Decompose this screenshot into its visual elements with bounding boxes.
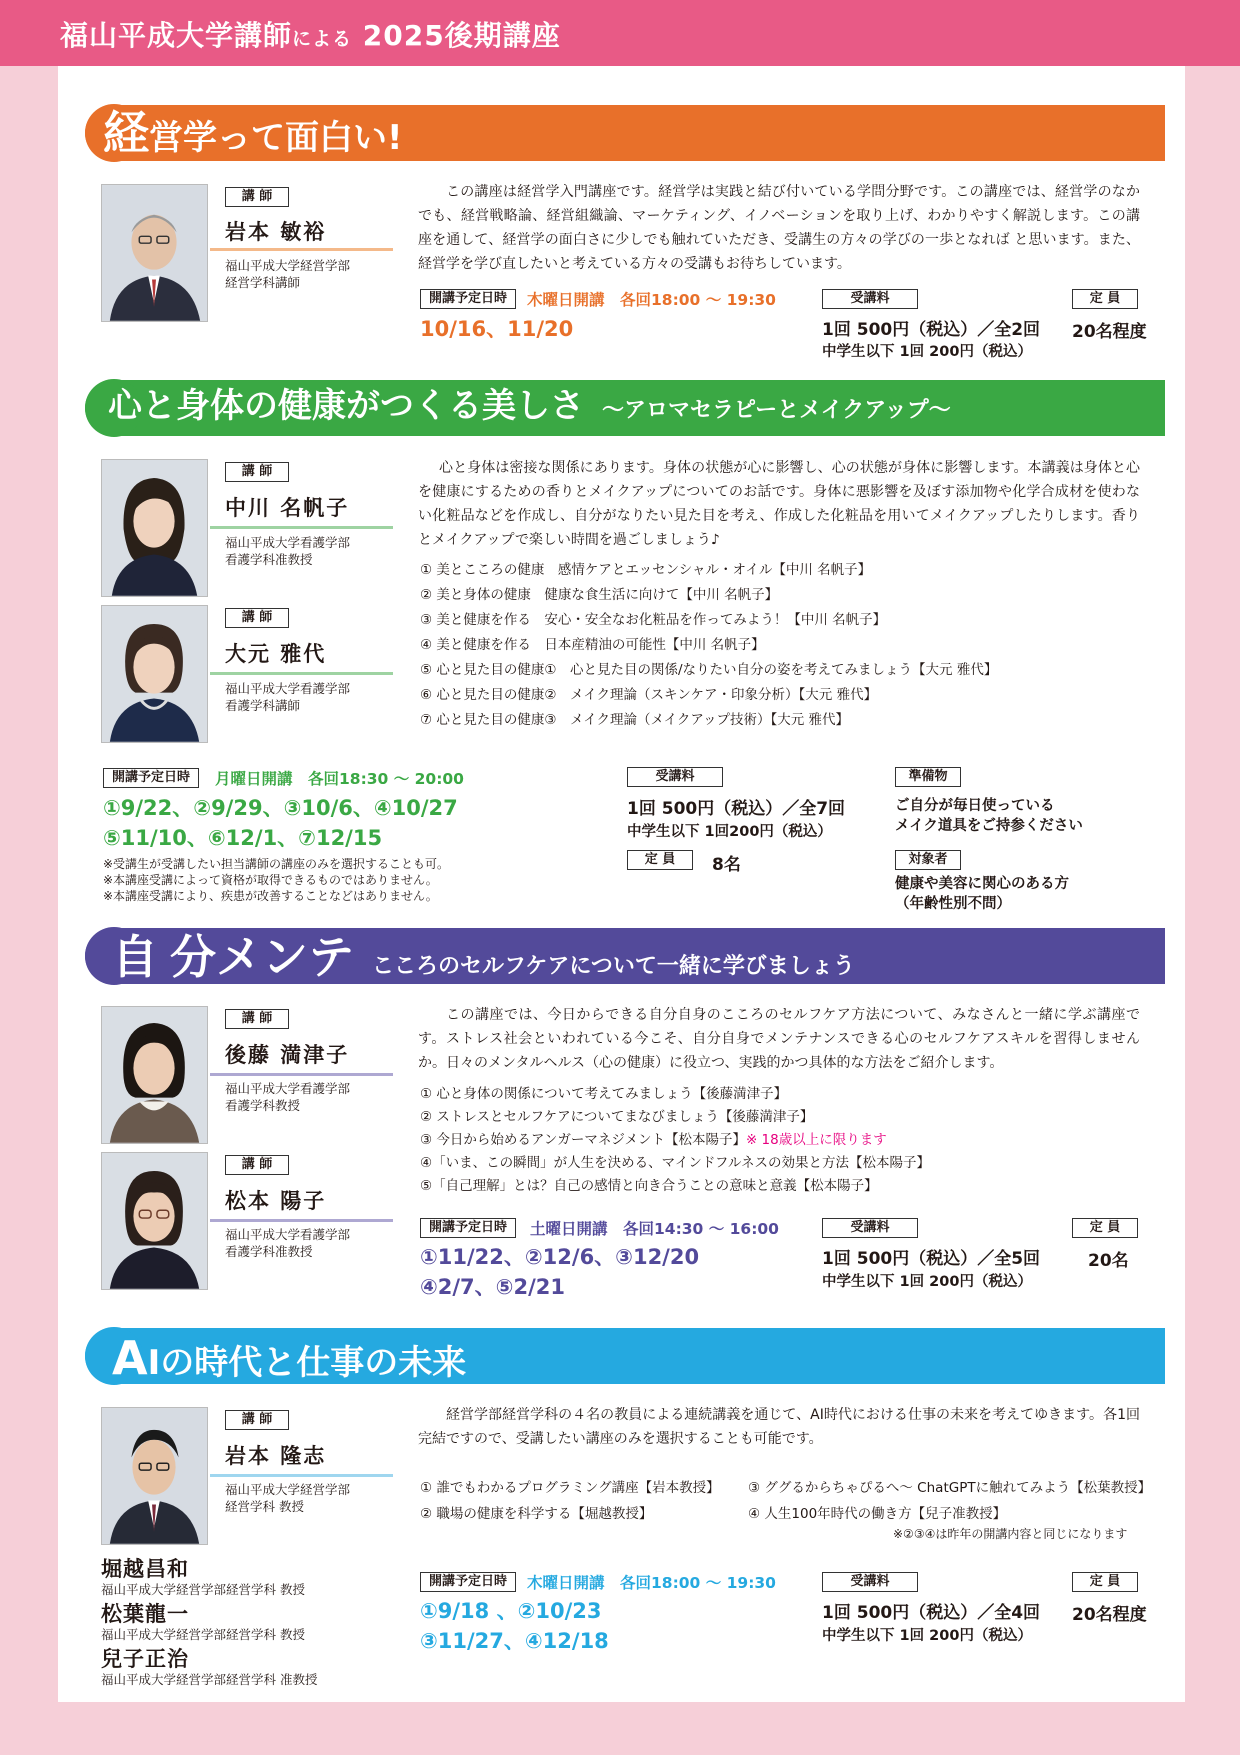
course4-topic-list-right <box>748 1475 1151 1527</box>
teacher-photo-omoto <box>101 605 208 743</box>
course1-fee-junior: 中学生以下 1回 200円（税込） <box>822 344 1032 360</box>
prep-label: 準備物 <box>895 767 961 787</box>
topic-item: ② 美と身体の健康 健康な食生活に向けて【中川 名帆子】 <box>420 587 779 603</box>
course3-dates: ①11/22、②12/6、③12/20 ④2/7、⑤2/21 <box>420 1245 700 1299</box>
course2-fee: 1回 500円（税込）／全7回 <box>627 799 846 819</box>
topic-item: ① 美とこころの健康 感情ケアとエッセンシャル・オイル【中川 名帆子】 <box>420 562 872 578</box>
age-note: ※ 18歳以上に限ります <box>745 1132 887 1148</box>
teacher-affiliation: 福山平成大学看護学部 看護学科准教授 <box>225 535 351 567</box>
course2-schedule: 月曜日開講 各回18:30 〜 20:00 <box>215 770 464 788</box>
course2-target: 健康や美容に関心のある方 （年齢性別不問） <box>895 876 1069 912</box>
teacher-name: 松本 陽子 <box>225 1189 327 1213</box>
course3-title: 自 分メンテ こころのセルフケアについて一緒に学びましょう <box>112 930 855 984</box>
course1-title: 経営学って面白い! <box>103 106 403 160</box>
teacher-name: 後藤 満津子 <box>225 1043 350 1067</box>
teacher-photo-nakagawa <box>101 459 208 597</box>
teacher-affiliation: 福山平成大学看護学部 看護学科准教授 <box>225 1227 351 1259</box>
role-label: 講 師 <box>225 1410 289 1430</box>
topic-item: ① 心と身体の関係について考えてみましょう【後藤満津子】 <box>420 1086 788 1102</box>
teacher-underline <box>210 526 393 529</box>
teacher-affiliation: 福山平成大学看護学部 看護学科教授 <box>225 1081 351 1113</box>
topic-item: ③ 美と健康を作る 安心・安全なお化粧品を作ってみよう！【中川 名帆子】 <box>420 612 887 628</box>
teacher-affiliation: 福山平成大学経営学部経営学科 准教授 <box>101 1672 318 1687</box>
course4-topics-note: ※②③④は昨年の開講内容と同じになります <box>893 1527 1128 1541</box>
topic-item: ④ 美と健康を作る 日本産精油の可能性【中川 名帆子】 <box>420 637 765 653</box>
course2-prep: ご自分が毎日使っている メイク道具をご持参ください <box>895 798 1083 834</box>
role-label: 講 師 <box>225 462 289 482</box>
course3-fee-junior: 中学生以下 1回 200円（税込） <box>822 1274 1032 1290</box>
teacher-name: 堀越昌和 <box>101 1557 189 1581</box>
course2-notes: ※受講生が受講したい担当講師の講座のみを選択することも可。 ※本講座受講によって資格が取得できるものではありません。 ※本講座受講により、疾患が改善することなどはありません。 <box>103 857 450 903</box>
topic-item: ⑤「自己理解」とは？自己の感情と向き合うことの意味と意義【松本陽子】 <box>420 1178 878 1194</box>
capacity-label: 定 員 <box>1072 1218 1138 1238</box>
teacher-affiliation: 福山平成大学経営学部経営学科 教授 <box>101 1627 305 1642</box>
topic-item: ③ 今日から始めるアンガーマネジメント【松本陽子】※ 18歳以上に限ります <box>420 1132 887 1148</box>
target-label: 対象者 <box>895 850 961 870</box>
course4-dates: ①9/18 、②10/23 ③11/27、④12/18 <box>420 1599 609 1653</box>
course2-capacity: 8名 <box>712 855 741 875</box>
schedule-label: 開講予定日時 <box>420 1572 516 1592</box>
course1-dates: 10/16、11/20 <box>420 317 574 341</box>
course3-capacity: 20名 <box>1088 1251 1129 1271</box>
fee-label: 受講料 <box>627 767 723 787</box>
teacher-affiliation: 福山平成大学経営学部経営学科 教授 <box>101 1582 305 1597</box>
teacher-name: 岩本 敏裕 <box>225 220 327 244</box>
capacity-label: 定 員 <box>627 850 693 870</box>
course1-capacity: 20名程度 <box>1072 322 1147 342</box>
teacher-photo-goto <box>101 1006 208 1144</box>
teacher-photo-matsumoto <box>101 1152 208 1290</box>
course1-schedule: 木曜日開講 各回18:00 〜 19:30 <box>527 291 776 309</box>
fee-label: 受講料 <box>822 289 918 309</box>
course4-description: 経営学部経営学科の４名の教員による連続講義を通じて、AI時代における仕事の未来を考えてゆきます。各1回完結ですので、受講したい講座のみを選択することも可能です。 <box>418 1407 1140 1447</box>
topic-item: ① 誰でもわかるプログラミング講座【岩本教授】 <box>420 1480 720 1496</box>
course4-fee-junior: 中学生以下 1回 200円（税込） <box>822 1628 1032 1644</box>
fee-label: 受講料 <box>822 1572 918 1592</box>
course4-schedule: 木曜日開講 各回18:00 〜 19:30 <box>527 1574 776 1592</box>
course1-fee: 1回 500円（税込）／全2回 <box>822 320 1041 340</box>
topic-item: ② 職場の健康を科学する【堀越教授】 <box>420 1506 653 1522</box>
teacher-name: 大元 雅代 <box>225 642 327 666</box>
role-label: 講 師 <box>225 1155 289 1175</box>
topic-item: ⑤ 心と見た目の健康① 心と見た目の関係/なりたい自分の姿を考えてみましょう【大元 雅代】 <box>420 662 998 678</box>
course2-topic-list <box>420 558 997 733</box>
teacher-underline <box>210 1219 393 1222</box>
teacher-photo-iwamoto-takashi <box>101 1407 208 1545</box>
teacher-underline <box>210 1073 393 1076</box>
teacher-underline <box>210 1474 393 1477</box>
course3-topic-list <box>420 1083 930 1198</box>
course2-title: 心と身体の健康がつくる美しさ 〜アロマセラピーとメイクアップ〜 <box>108 386 951 426</box>
course3-fee: 1回 500円（税込）／全5回 <box>822 1249 1041 1269</box>
course1-description: この講座は経営学入門講座です。経営学は実践と結び付いている学問分野です。この講座では、経営学のなかでも、経営戦略論、経営組織論、マーケティング、イノベーションを取り上げ、わかりやすく解説します。この講座を通して、経営学の面白さに少しでも触れていただき、受講生の方々の学びの一歩となれば と思います。また、経営学を学び直したいと考えている方々の受講もお待ちしています。 <box>418 184 1140 272</box>
topic-item: ② ストレスとセルフケアについてまなびましょう【後藤満津子】 <box>420 1109 814 1125</box>
course4-fee: 1回 500円（税込）／全4回 <box>822 1603 1041 1623</box>
teacher-name: 兒子正治 <box>101 1647 189 1671</box>
topic-item: ⑦ 心と見た目の健康③ メイク理論（メイクアップ技術）【大元 雅代】 <box>420 712 850 728</box>
teacher-name: 中川 名帆子 <box>225 496 350 520</box>
teacher-affiliation: 福山平成大学看護学部 看護学科講師 <box>225 681 351 713</box>
capacity-label: 定 員 <box>1072 1572 1138 1592</box>
page-title: 福山平成大学講師による 2025後期講座 <box>60 19 561 52</box>
teacher-name: 岩本 隆志 <box>225 1444 327 1468</box>
role-label: 講 師 <box>225 187 289 207</box>
capacity-label: 定 員 <box>1072 289 1138 309</box>
course2-fee-junior: 中学生以下 1回200円（税込） <box>627 824 832 840</box>
schedule-label: 開講予定日時 <box>420 1218 516 1238</box>
topic-item: ⑥ 心と見た目の健康② メイク理論（スキンケア・印象分析）【大元 雅代】 <box>420 687 878 703</box>
course3-schedule: 土曜日開講 各回14:30 〜 16:00 <box>530 1220 779 1238</box>
schedule-label: 開講予定日時 <box>420 289 516 309</box>
role-label: 講 師 <box>225 1009 289 1029</box>
course4-topic-list-left <box>420 1475 720 1527</box>
course4-capacity: 20名程度 <box>1072 1605 1147 1625</box>
topic-item: ④「いま、この瞬間」が人生を決める、マインドフルネスの効果と方法【松本陽子】 <box>420 1155 930 1171</box>
teacher-name: 松葉龍一 <box>101 1602 189 1626</box>
course4-title: AIの時代と仕事の未来 <box>112 1331 467 1385</box>
course2-dates: ①9/22、②9/29、③10/6、④10/27 ⑤11/10、⑥12/1、⑦12/15 <box>103 796 458 850</box>
teacher-photo-iwamoto-toshihiro <box>101 184 208 322</box>
topic-item: ③ ググるからちゃぴるへ〜 ChatGPTに触れてみよう【松葉教授】 <box>748 1480 1152 1496</box>
schedule-label: 開講予定日時 <box>103 768 199 788</box>
role-label: 講 師 <box>225 608 289 628</box>
course3-description: この講座では、今日からできる自分自身のこころのセルフケア方法について、みなさんと一緒に学ぶ講座です。ストレス社会といわれている今こそ、自分自身でメンテナンスできる心のセルフケアスキルを習得しませんか。日々のメンタルヘルス（心の健康）に役立つ、実践的かつ具体的な方法をご紹介します。 <box>418 1007 1140 1071</box>
course4-other-teachers <box>101 1553 317 1688</box>
teacher-underline <box>210 672 393 675</box>
teacher-affiliation: 福山平成大学経営学部 経営学科 教授 <box>225 1482 351 1514</box>
topic-item: ④ 人生100年時代の働き方【兒子准教授】 <box>748 1506 1007 1522</box>
teacher-underline <box>210 248 393 251</box>
teacher-affiliation: 福山平成大学経営学部 経営学科講師 <box>225 258 351 290</box>
course2-description: 心と身体は密接な関係にあります。身体の状態が心に影響し、心の状態が身体に影響します。本講義は身体と心を健康にするための香りとメイクアップについてのお話です。身体に悪影響を及ぼす添加物や化学合成材を使わない化粧品などを作成し、自分がなりたい見た目を考え、作成した化粧品を用いてメイクアップしたりします。香りとメイクアップで楽しい時間を過ごしましょう♪ <box>418 460 1140 548</box>
fee-label: 受講料 <box>822 1218 918 1238</box>
